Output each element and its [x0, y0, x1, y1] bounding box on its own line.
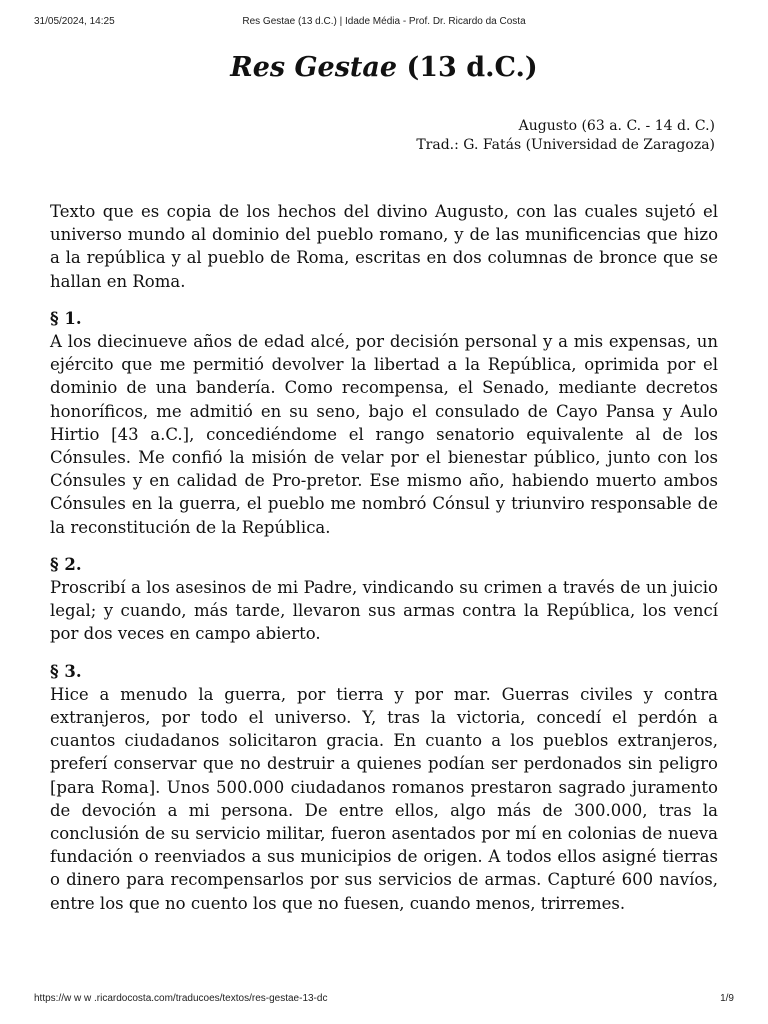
page-number: 1/9: [720, 993, 734, 1004]
document-title: [0, 52, 768, 83]
print-header: [34, 16, 734, 32]
section-text: Proscribí a los asesinos de mi Padre, vindicando su crimen a través de un juicio legal; y cuando, más tarde, llevaron sus armas contra la República, los vencí por dos veces en campo abierto.: [50, 578, 718, 644]
intro-paragraph: Texto que es copia de los hechos del divino Augusto, con las cuales sujetó el universo mundo al dominio del pueblo romano, y de las munificencias que hizo a la república y al pueblo de Roma, escritas en dos columnas de bronce que se hallan en Roma.: [50, 202, 718, 291]
section-1: [50, 307, 718, 539]
translator-line: Trad.: G. Fatás (Universidad de Zaragoza): [416, 137, 715, 153]
author-line: Augusto (63 a. C. - 14 d. C.): [518, 118, 715, 134]
document-meta: [416, 117, 715, 155]
section-heading: § 2.: [50, 554, 82, 574]
title-italic: Res Gestae: [230, 52, 398, 83]
section-text: Hice a menudo la guerra, por tierra y por mar. Guerras civiles y contra extranjeros, por todo el universo. Y, tras la victoria, concedí el perdón a cuantos ciudadanos solicitaron gracia. En cuanto a los pueblos extranjeros, preferí conservar que no destruir a quienes podían ser perdonados sin peligro [para Roma]. Unos 500.000 ciudadanos romanos prestaron sagrado juramento de devoción a mi persona. De entre ellos, algo más de 300.000, tras la conclusión de su servicio militar, fueron asentados por mí en colonias de nueva fundación o reenviados a sus municipios de origen. A todos ellos asigné tierras o dinero para recompensarlos por sus servicios de armas. Capturé 600 navíos, entre los que no cuento los que no fuesen, cuando menos, trirremes.: [50, 684, 718, 913]
print-footer: [34, 993, 734, 1009]
section-2: [50, 553, 718, 646]
section-text: A los diecinueve años de edad alcé, por decisión personal y a mis expensas, un ejército que me permitió devolver la libertad a la República, oprimida por el dominio de una bandería. Como recompensa, el Senado, mediante decretos honoríficos, me admitió en su seno, bajo el consulado de Cayo Pansa y Aulo Hirtio [43 a.C.], concediéndome el rango senatorio equivalente al de los Cónsules. Me confió la misión de velar por el bienestar público, junto con los Cónsules y en calidad de Pro-pretor. Ese mismo año, habiendo muerto ambos Cónsules en la guerra, el pueblo me nombró Cónsul y triunviro responsable de la reconstitución de la República.: [50, 332, 718, 537]
title-rest: (13 d.C.): [397, 52, 538, 83]
print-url: https://w w w .ricardocosta.com/traducoes/textos/res-gestae-13-dc: [34, 993, 328, 1004]
section-heading: § 1.: [50, 308, 82, 328]
print-datetime: 31/05/2024, 14:25: [34, 16, 115, 27]
document-body: [50, 200, 718, 915]
print-page-title: Res Gestae (13 d.C.) | Idade Média - Prof. Dr. Ricardo da Costa: [242, 16, 526, 27]
section-heading: § 3.: [50, 661, 82, 681]
section-3: [50, 660, 718, 915]
